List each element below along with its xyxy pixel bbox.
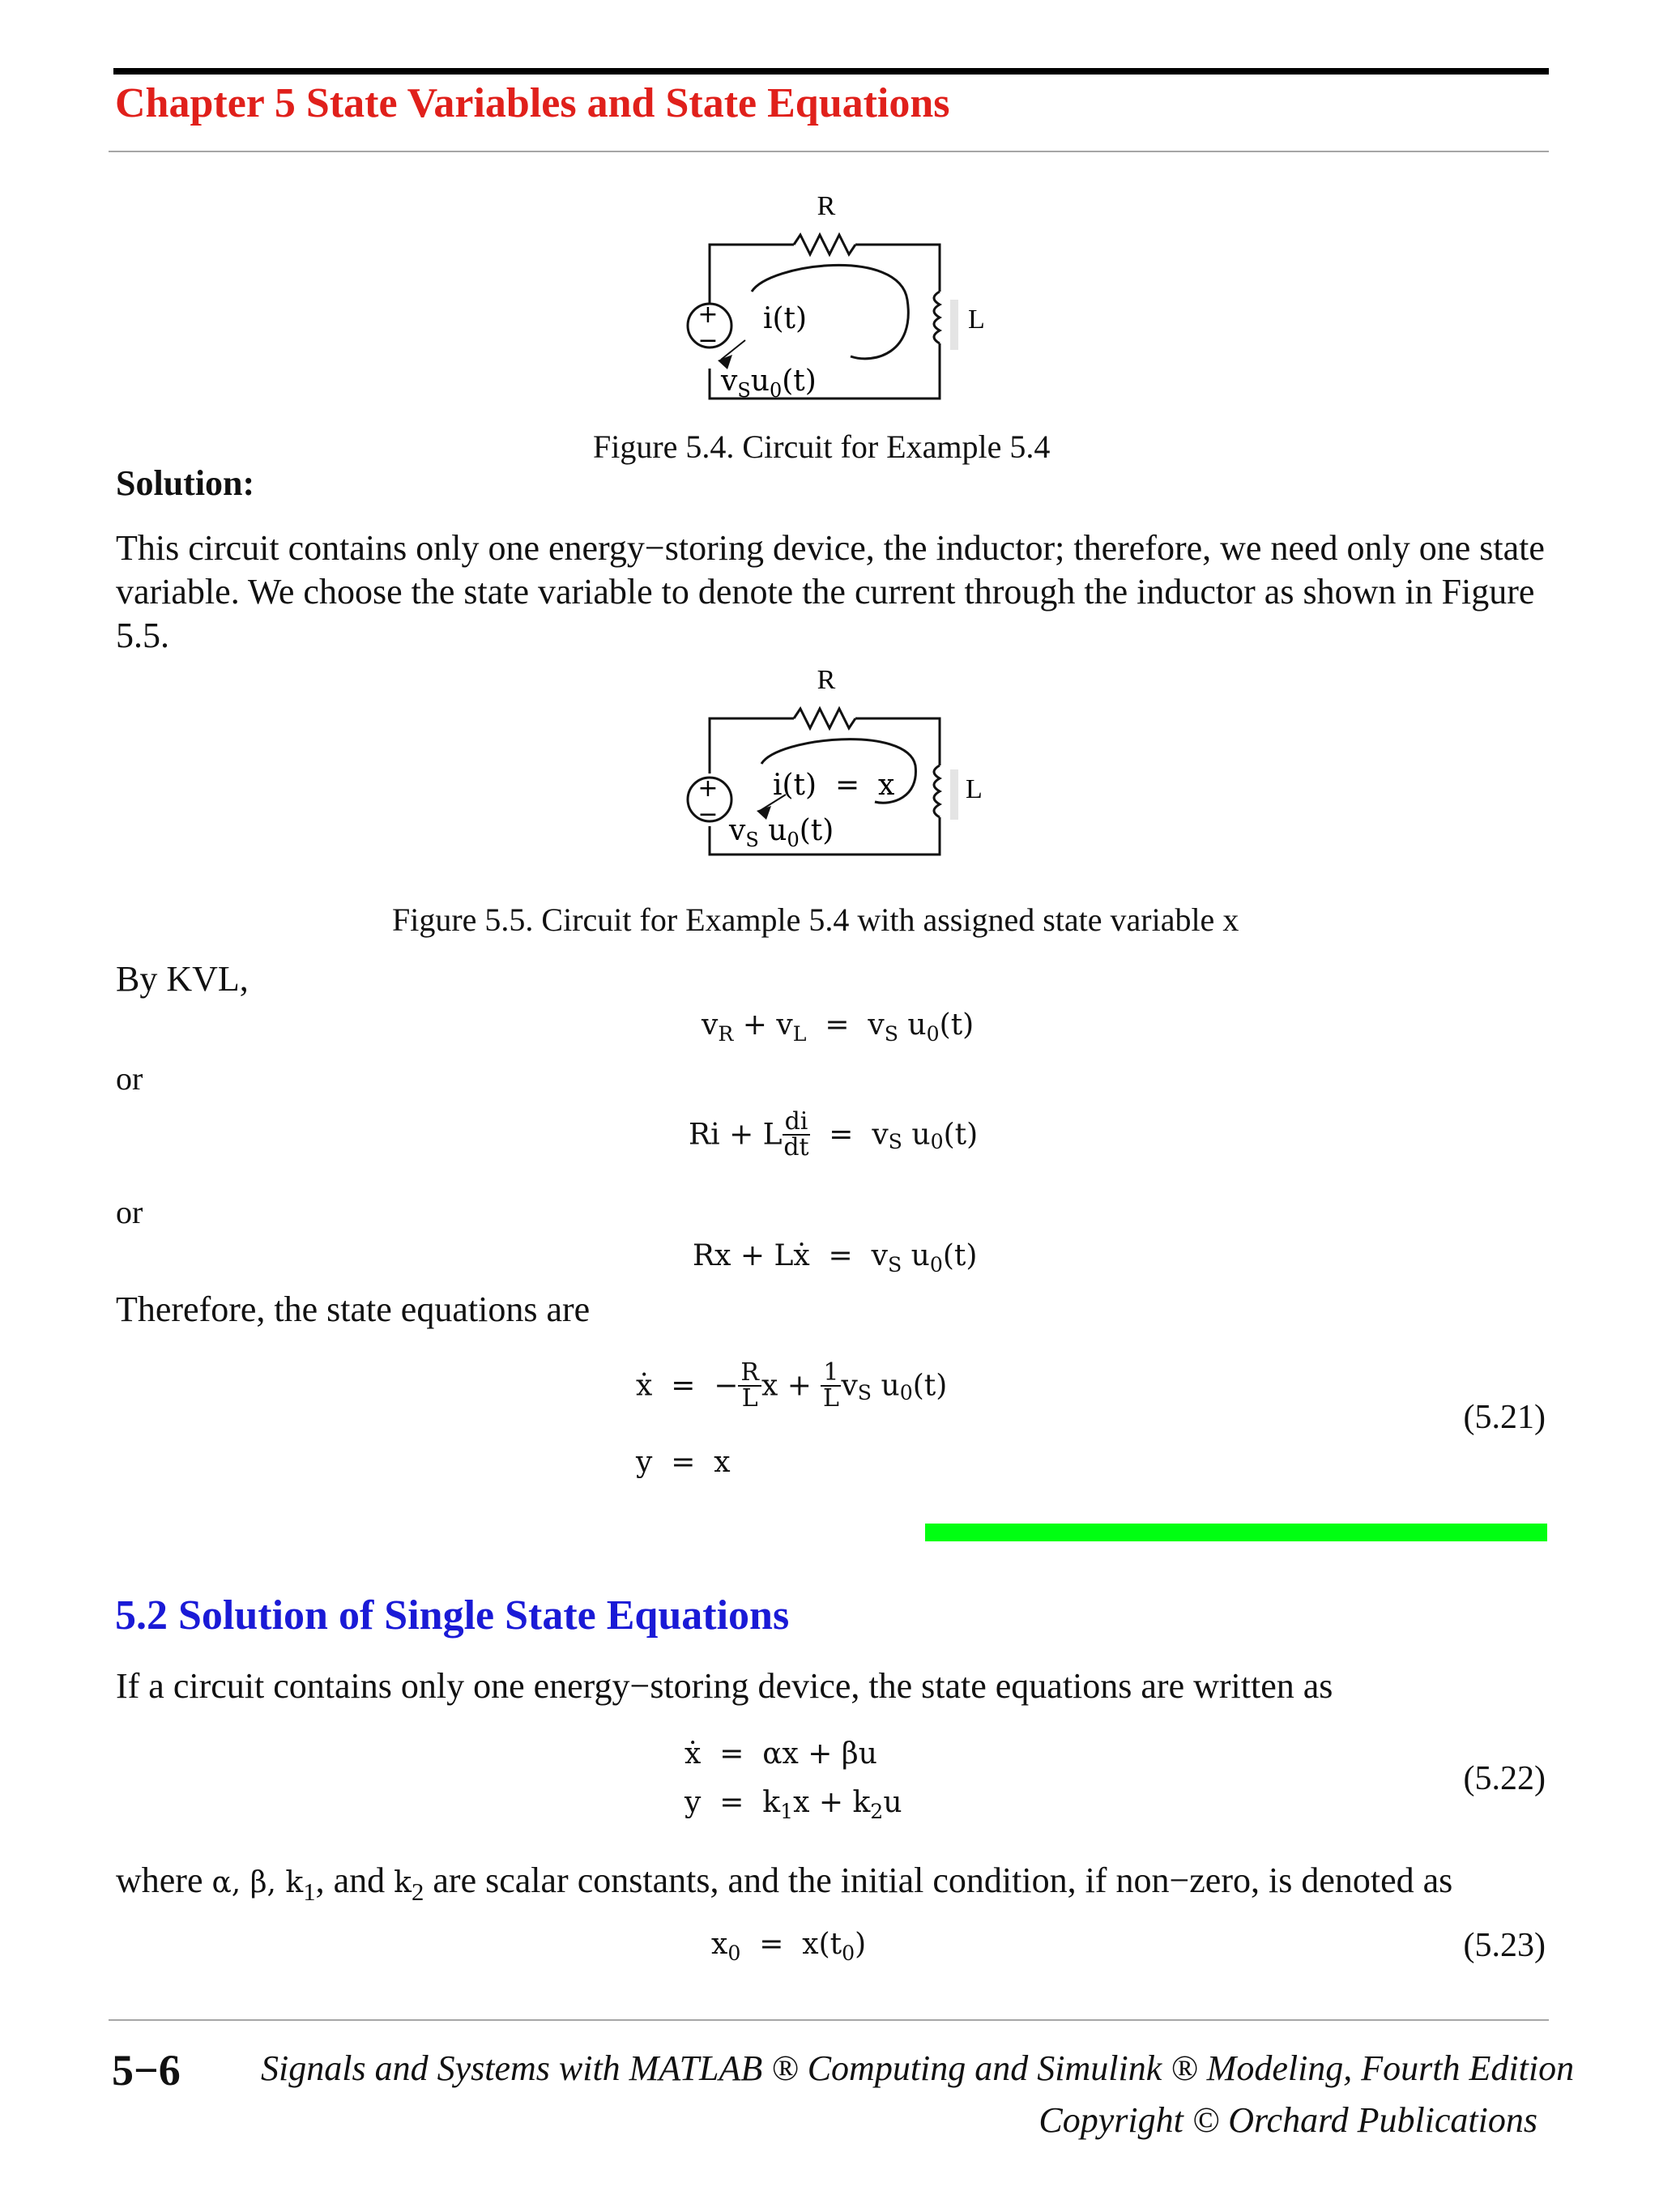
footer-divider: [109, 2019, 1549, 2021]
section-title: 5.2 Solution of Single State Equations: [115, 1592, 790, 1639]
source-plus-sign: +: [697, 774, 719, 803]
source-minus-sign: −: [697, 800, 719, 829]
source-plus-sign: +: [697, 300, 719, 329]
figure-5-4-caption: Figure 5.4. Circuit for Example 5.4: [593, 428, 1051, 465]
resistor-label: R: [817, 665, 836, 695]
inductor-label: L: [968, 305, 985, 335]
book-title: Signals and Systems with MATLAB ® Computing and Simulink ® Modeling, Fourth Edition: [261, 2048, 1575, 2088]
kvl-intro: By KVL,: [116, 959, 249, 999]
therefore-text: Therefore, the state equations are: [116, 1289, 591, 1329]
state-equation-y: y = x: [636, 1446, 731, 1479]
source-label: $v_S$ $u_0(t)$: [729, 814, 834, 851]
header-rule: [113, 68, 1549, 75]
state-equation-x-dot: ẋ = − $\frac{R}{L}$ x + $\frac{1}{L}$ $v_S$ $u_0(t)$: [636, 1358, 948, 1413]
kvl-equation-1: $v_R + v_L = v_S$ $u_0(t)$: [702, 1008, 975, 1046]
equation-number-5-22: (5.22): [1463, 1760, 1546, 1797]
figure-5-4-circuit: [672, 186, 1013, 413]
highlight-bar: [925, 1524, 1547, 1541]
kvl-equation-3: Rx + Lẋ = $v_S$ $u_0(t)$: [693, 1239, 978, 1277]
source-minus-sign: −: [697, 326, 719, 355]
header-divider: [109, 151, 1549, 152]
or-text: or: [116, 1194, 143, 1230]
equation-5-22-line-2: $y = k_1x + k_2u$: [684, 1786, 902, 1824]
or-text: or: [116, 1060, 143, 1097]
equation-number-5-21: (5.21): [1463, 1399, 1546, 1436]
source-label: $v_Su_0(t)$: [721, 364, 817, 402]
figure-5-5-circuit: [672, 660, 1013, 871]
equation-5-23: $x_0 = x(t_0)$: [711, 1928, 867, 1966]
equation-number-5-23: (5.23): [1463, 1927, 1546, 1964]
current-label: i(t): [763, 302, 808, 335]
solution-heading: Solution:: [116, 463, 255, 503]
section-intro: If a circuit contains only one energy−storing device, the state equations are written as: [116, 1666, 1333, 1706]
page-number: 5−6: [112, 2046, 181, 2095]
chapter-title: Chapter 5 State Variables and State Equations: [115, 80, 950, 126]
figure-5-5-caption: Figure 5.5. Circuit for Example 5.4 with assigned state variable x: [392, 901, 1239, 938]
solution-paragraph: This circuit contains only one energy−storing device, the inductor; therefore, we need only one state variable. We choose the state variable to denote the current through the inductor as shown in Figure 5.5.: [116, 528, 1545, 655]
resistor-label: R: [817, 191, 836, 221]
where-text: where α, β, $k_1$, and $k_2$ are scalar constants, and the initial condition, if non−zero, is denoted as: [116, 1860, 1453, 1906]
current-label: i(t) = x: [773, 769, 895, 802]
copyright-line: Copyright © Orchard Publications: [1038, 2100, 1537, 2140]
inductor-label: L: [966, 774, 983, 804]
equation-5-22-line-1: ẋ = αx + βu: [684, 1737, 877, 1771]
kvl-equation-2: Ri + L $\frac{di}{dt}$ = $v_S$ $u_0(t)$: [689, 1107, 979, 1161]
